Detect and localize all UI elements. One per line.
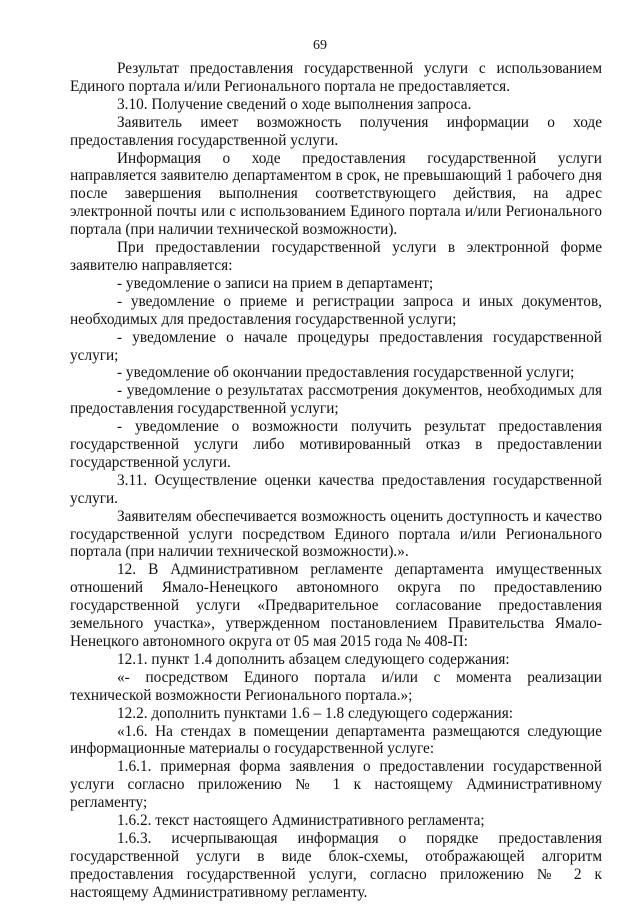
list-item: - уведомление о начале процедуры предоставления государственной услуги; — [70, 328, 602, 364]
paragraph: «- посредством Единого портала и/или с момента реализации технической возможности Регионального портала.»; — [70, 668, 602, 704]
paragraph: 1.6.3. исчерпывающая информация о порядке предоставления государственной услуги в виде блок-схемы, отображающей алгоритм предоставления государственной услуги, согласно приложению № 2 к настоящему Административному регламенту. — [70, 829, 602, 901]
section-heading: 3.11. Осуществление оценки качества предоставления государственной услуги. — [70, 471, 602, 507]
paragraph: Результат предоставления государственной услуги с использованием Единого портала и/или Регионального портала не предоставляется. — [70, 60, 602, 95]
paragraph: Информация о ходе предоставления государственной услуги направляется заявителю департаментом в срок, не превышающий 1 рабочего дня после завершения выполнения соответствующего действия, на адрес электронной почты или с использованием Единого портала и/или Регионального портала (при наличии технической возможности). — [70, 149, 602, 239]
paragraph: «1.6. На стендах в помещении департамента размещаются следующие информационные материалы о государственной услуге: — [70, 722, 602, 758]
paragraph: 12. В Административном регламенте департамента имущественных отношений Ямало-Ненецкого автономного округа по предоставлению государственной услуги «Предварительное согласование предоставления земельного участка», утвержденном постановлением Правительства Ямало-Ненецкого автономного округа от 05 мая 2015 года № 408-П: — [70, 561, 602, 650]
list-item: - уведомление о возможности получить результат предоставления государственной услуги либо мотивированный отказ в предоставлении государственной услуги. — [70, 418, 602, 471]
document-body — [70, 60, 602, 902]
page-number: 69 — [313, 38, 327, 53]
paragraph: 1.6.1. примерная форма заявления о предоставлении государственной услуги согласно приложению № 1 к настоящему Административному регламенту; — [70, 758, 602, 812]
paragraph: При предоставлении государственной услуги в электронной форме заявителю направляется: — [70, 239, 602, 274]
list-item: - уведомление о результатах рассмотрения документов, необходимых для предоставления государственной услуги; — [70, 382, 602, 418]
paragraph: 12.1. пункт 1.4 дополнить абзацем следующего содержания: — [117, 650, 510, 668]
paragraph: 1.6.2. текст настоящего Административного регламента; — [117, 812, 485, 830]
paragraph: Заявитель имеет возможность получения информации о ходе предоставления государственной услуги. — [70, 113, 602, 149]
list-item: - уведомление об окончании предоставления государственной услуги; — [117, 364, 575, 382]
section-heading: 3.10. Получение сведений о ходе выполнения запроса. — [117, 95, 472, 113]
paragraph: 12.2. дополнить пунктами 1.6 – 1.8 следующего содержания: — [117, 704, 513, 722]
list-item: - уведомление о приеме и регистрации запроса и иных документов, необходимых для предоставления государственной услуги; — [70, 292, 602, 328]
list-item: - уведомление о записи на прием в департамент; — [117, 274, 434, 292]
paragraph: Заявителям обеспечивается возможность оценить доступность и качество государственной услуги посредством Единого портала и/или Регионального портала (при наличии технической возможности).». — [70, 507, 602, 561]
